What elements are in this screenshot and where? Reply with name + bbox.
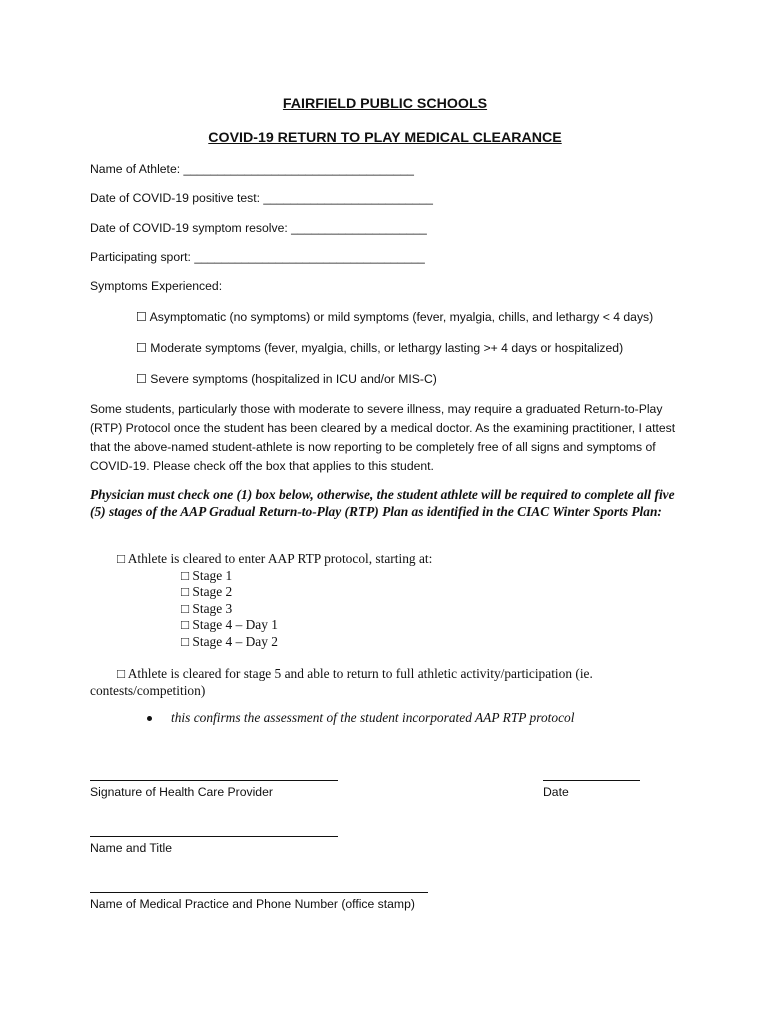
symptom-option-severe[interactable]: ☐ Severe symptoms (hospitalized in ICU and/or MIS-C) — [136, 372, 437, 386]
physician-instruction: Physician must check one (1) box below, otherwise, the student athlete will be required to complete all five (5) stages of the AAP Gradual Return-to-Play (RTP) Plan as identified in the CIAC Winter Sports Plan: — [90, 487, 675, 519]
symptom-option-asymptomatic[interactable]: ☐ Asymptomatic (no symptoms) or mild symptoms (fever, myalgia, chills, and lethargy < 4 days) — [136, 310, 654, 324]
date-label: Date — [543, 785, 569, 799]
symptom-resolve-date-field[interactable]: Date of COVID-19 symptom resolve: ____________________ — [90, 221, 427, 235]
clearance-option-full[interactable]: □ Athlete is cleared for stage 5 and able to return to full athletic activity/participation (ie. — [117, 666, 593, 681]
practice-stamp-line[interactable] — [90, 892, 428, 893]
stage-option-4-day-1[interactable]: □ Stage 4 – Day 1 — [181, 617, 278, 632]
clearance-option-rtp[interactable]: □ Athlete is cleared to enter AAP RTP protocol, starting at: — [117, 551, 433, 566]
clearance-option-full-continued: contests/competition) — [90, 683, 206, 698]
name-title-label: Name and Title — [90, 841, 172, 855]
form-title-heading: COVID-19 RETURN TO PLAY MEDICAL CLEARANCE — [208, 130, 562, 146]
practice-stamp-label: Name of Medical Practice and Phone Number (office stamp) — [90, 897, 415, 911]
stage-option-3[interactable]: □ Stage 3 — [181, 601, 233, 616]
name-title-line[interactable] — [90, 836, 338, 837]
provider-signature-label: Signature of Health Care Provider — [90, 785, 273, 799]
symptom-option-moderate[interactable]: ☐ Moderate symptoms (fever, myalgia, chills, or lethargy lasting >+ 4 days or hospitalized) — [136, 341, 624, 355]
sport-field[interactable]: Participating sport: __________________________________ — [90, 250, 425, 264]
bullet-icon — [147, 716, 152, 721]
symptoms-heading: Symptoms Experienced: — [90, 279, 223, 293]
provider-signature-line[interactable] — [90, 780, 338, 781]
stage-option-2[interactable]: □ Stage 2 — [181, 584, 233, 599]
athlete-name-field[interactable]: Name of Athlete: __________________________________ — [90, 162, 414, 176]
confirmation-note: this confirms the assessment of the student incorporated AAP RTP protocol — [171, 710, 575, 725]
attestation-paragraph: Some students, particularly those with moderate to severe illness, may require a graduated Return-to-Play (RTP) Protocol once the student has been cleared by a medical doctor. As the examining practitioner, I attest that the above-named student-athlete is now reporting to be completely free of all signs and symptoms of COVID-19. Please check off the box that applies to this student. — [90, 402, 676, 473]
stage-option-1[interactable]: □ Stage 1 — [181, 568, 233, 583]
positive-test-date-field[interactable]: Date of COVID-19 positive test: _________________________ — [90, 191, 433, 205]
date-signature-line[interactable] — [543, 780, 640, 781]
school-name-heading: FAIRFIELD PUBLIC SCHOOLS — [282, 96, 488, 112]
stage-option-4-day-2[interactable]: □ Stage 4 – Day 2 — [181, 634, 278, 649]
